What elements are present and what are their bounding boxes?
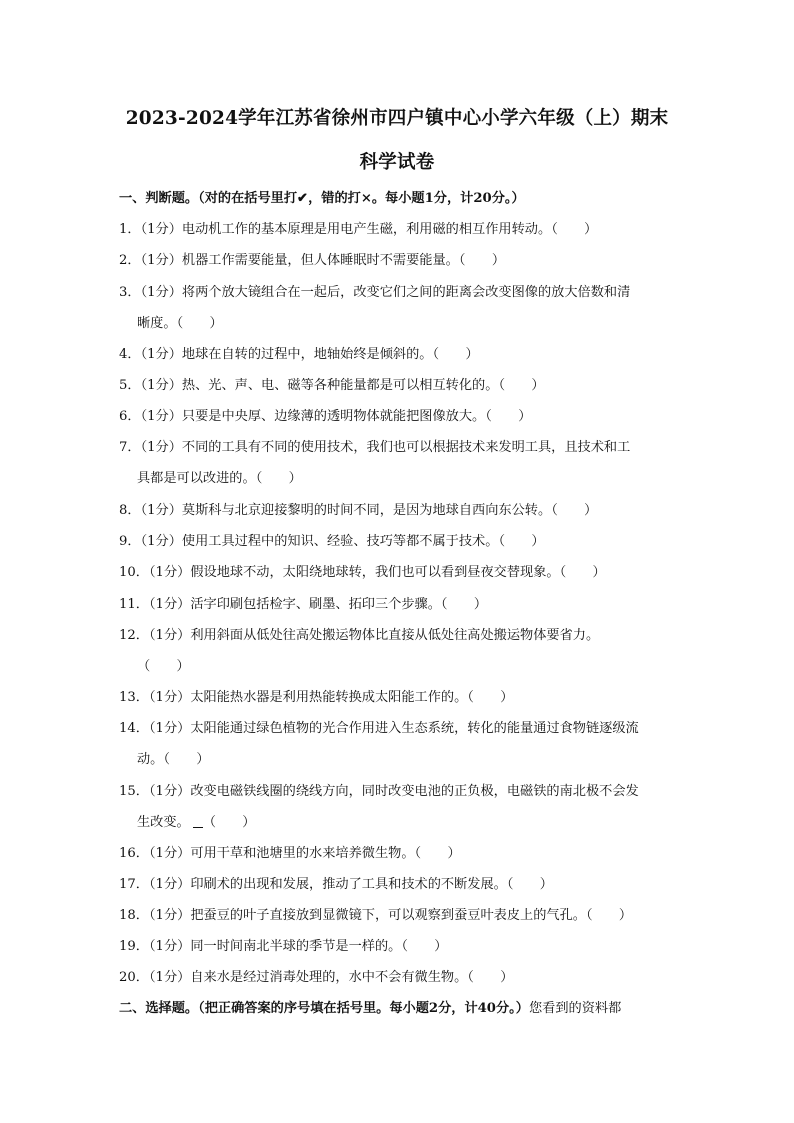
question-19: 19．（1分）同一时间南北半球的季节是一样的。（ ） [119,939,448,954]
question-15-continued-text: 生改变。 [137,815,190,830]
question-7-continued: 具都是可以改进的。（ ） [137,471,302,486]
question-10: 10．（1分）假设地球不动，太阳绕地球转，我们也可以看到昼夜交替现象。（ ） [119,565,606,580]
section1-header: 一、判断题。（对的在括号里打✔，错的打×。每小题1分，计20分。） [119,191,525,206]
question-5: 5．（1分）热、光、声、电、磁等各种能量都是可以相互转化的。（ ） [119,378,545,393]
section2-header-text: 二、选择题。（把正确答案的序号填在括号里。每小题2分，计40分。） [119,1001,529,1016]
question-15-continued [137,811,256,830]
question-3: 3．（1分）将两个放大镜组合在一起后，改变它们之间的距离会改变图像的放大倍数和清 [119,285,631,300]
question-6: 6．（1分）只要是中央厚、边缘薄的透明物体就能把图像放大。（ ） [119,409,532,424]
question-14: 14．（1分）太阳能通过绿色植物的光合作用进入生态系统，转化的能量通过食物链逐级流 [119,721,639,736]
question-9: 9．（1分）使用工具过程中的知识、经验、技巧等都不属于技术。（ ） [119,534,545,549]
question-2: 2．（1分）机器工作需要能量，但人体睡眠时不需要能量。（ ） [119,253,506,268]
answer-blank [193,815,203,828]
question-12: 12．（1分）利用斜面从低处往高处搬运物体比直接从低处往高处搬运物体要省力。 [119,628,600,643]
question-14-continued: 动。（ ） [137,752,210,767]
question-4: 4．（1分）地球在自转的过程中，地轴始终是倾斜的。（ ） [119,347,479,362]
exam-title-line1: 2023-2024学年江苏省徐州市四户镇中心小学六年级（上）期末 [125,108,669,129]
question-17: 17．（1分）印刷术的出现和发展，推动了工具和技术的不断发展。（ ） [119,877,553,892]
question-7: 7．（1分）不同的工具有不同的使用技术，我们也可以根据技术来发明工具，且技术和工 [119,440,631,455]
question-1: 1．（1分）电动机工作的基本原理是用电产生磁，利用磁的相互作用转动。（ ） [119,222,598,237]
question-3-continued: 晰度。（ ） [137,316,223,331]
section2-header [119,997,621,1016]
question-8: 8．（1分）莫斯科与北京迎接黎明的时间不同，是因为地球自西向东公转。（ ） [119,503,598,518]
question-13: 13．（1分）太阳能热水器是利用热能转换成太阳能工作的。（ ） [119,690,514,705]
exam-title-line2: 科学试卷 [359,152,435,173]
question-12-continued: （ ） [137,659,190,674]
question-18: 18．（1分）把蚕豆的叶子直接放到显微镜下，可以观察到蚕豆叶表皮上的气孔。（ ） [119,908,633,923]
question-20: 20．（1分）自来水是经过消毒处理的，水中不会有微生物。（ ） [119,970,514,985]
question-16: 16．（1分）可用干草和池塘里的水来培养微生物。（ ） [119,846,461,861]
question-11: 11．（1分）活字印刷包括检字、刷墨、拓印三个步骤。（ ） [119,597,488,612]
question-15: 15．（1分）改变电磁铁线圈的绕线方向，同时改变电池的正负极，电磁铁的南北极不会发 [119,784,639,799]
question-15-paren: （ ） [202,815,256,830]
section2-header-tail: 您看到的资料都 [528,1001,622,1016]
